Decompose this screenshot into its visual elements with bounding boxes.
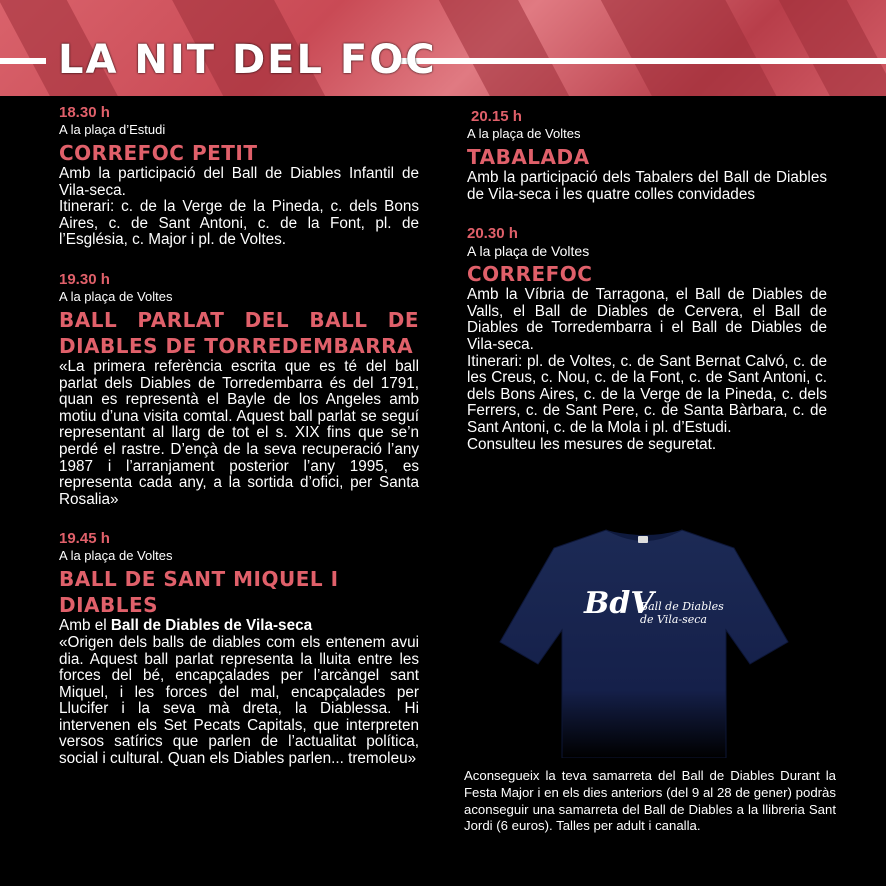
- event-description: Amb la participació del Ball de Diables Infantil de Vila-seca.: [59, 165, 419, 199]
- right-column: [467, 108, 827, 453]
- event-place: A la plaça de Voltes: [59, 288, 173, 304]
- event-place: A la plaça de Voltes: [59, 548, 173, 564]
- event-time: 18.30 h: [59, 104, 110, 121]
- event-correfoc: [467, 225, 827, 453]
- event-place: A la plaça d’Estudi: [59, 122, 166, 137]
- event-time: 20.30 h: [467, 225, 518, 243]
- event-title: CORREFOC: [467, 262, 593, 287]
- event-title: BALL DE SANT MIQUEL I DIABLES: [59, 567, 339, 618]
- intro-bold: Ball de Diables de Vila-seca: [110, 617, 313, 635]
- event-time: 19.45 h: [59, 530, 110, 548]
- banner-streak: [585, 0, 804, 96]
- event-description: Amb la participació dels Tabalers del Ball de Diables de Vila-seca i les quatre colles convidades: [467, 169, 827, 203]
- event-safety-note: Consulteu les mesures de seguretat.: [467, 435, 717, 453]
- event-place: A la plaça de Voltes: [467, 243, 590, 260]
- event-description: «Origen dels balls de diables com els entenem avui dia. Aquest ball parlat representa la lluita entre les forces del bé, encapçalades per l’arcàngel sant Miquel, i les forces del mal, encapçalades per Llucifer i la seva mà dreta, la Diablessa. Hi intervenen els Set Pecats Capitals, que interpreten versos satírics que parlen de l’actualitat política, social i cultural. Quan els Diables parlen... tremoleu»: [59, 633, 419, 768]
- tshirt-logo: BdV: [584, 586, 654, 621]
- event-participants: Amb la Víbria de Tarragona, el Ball de Diables de Valls, el Ball de Diables de Cervera, el Ball de Diables de Torredembarra i el Ball de Diables de Vila-seca.: [467, 286, 827, 353]
- tshirt-icon: [498, 522, 790, 758]
- tshirt-image: [498, 522, 790, 758]
- event-itinerary: Itinerari: pl. de Voltes, c. de Sant Bernat Calvó, c. de les Creus, c. Nou, c. de la Font, c. de Sant Antoni, c. dels Bons Aires, c. de la Verge de la Pineda, c. dels Ferrers, c. de Sant Pere, c. de Santa Bàrbara, c. de Sant Antoni, c. de la Mola i pl. d’Estudi.: [467, 352, 827, 436]
- left-column: [59, 104, 419, 768]
- tshirt-caption: [464, 768, 836, 835]
- event-ball-parlat: [59, 271, 419, 508]
- event-intro: [59, 618, 419, 635]
- tshirt-caption-text: Aconsegueix la teva samarreta del Ball de Diables Durant la Festa Major i en els dies anteriors (del 9 al 28 de gener) podràs aconseguir una samarreta del Ball de Diables a la llibreria Sant Jordi (6 euros). Talles per adult i canalla.: [464, 768, 836, 834]
- tshirt-logo-text: [640, 600, 724, 626]
- tshirt-logo-line1: Ball de Diables: [640, 600, 724, 613]
- title-rule-right: [398, 58, 886, 64]
- intro-prefix: Amb el: [59, 617, 111, 635]
- event-title: BALL PARLAT DEL BALL DE DIABLES DE TORREDEMBARRA: [59, 307, 419, 358]
- event-place: A la plaça de Voltes: [467, 126, 581, 141]
- banner-streak: [413, 0, 597, 96]
- page-title: LA NIT DEL FOC: [58, 37, 437, 83]
- event-description: «La primera referència escrita que es té del ball parlat dels Diables de Torredembarra és del 1791, quan es representà el Bayle de los Angeles amb motiu d’una visita comtal. Aquest ball parlat se seguí representant al llarg de tot el s. XIX fins que se’n perdé el rastre. D’ençà de la seva recuperació l’any 1987 i l’arranjament posterior l’any 1995, es representa cada any, a la sortida d’ofici, per Santa Rosalia»: [59, 357, 419, 508]
- event-sant-miquel: [59, 530, 419, 767]
- tshirt-logo-line2: de Vila-seca: [640, 613, 707, 626]
- title-rule-left: [0, 58, 46, 64]
- header-banner: [0, 0, 886, 96]
- event-time: 19.30 h: [59, 270, 110, 288]
- event-itinerary: Itinerari: c. de la Verge de la Pineda, c. dels Bons Aires, c. de Sant Antoni, c. de la Font, pl. de l’Església, c. Major i pl. de Voltes.: [59, 198, 419, 249]
- event-time: 20.15 h: [471, 108, 522, 125]
- banner-streak: [762, 0, 886, 96]
- event-correfoc-petit: [59, 104, 419, 249]
- event-title: CORREFOC PETIT: [59, 141, 258, 165]
- event-tabalada: [467, 108, 827, 203]
- event-title: TABALADA: [467, 145, 590, 169]
